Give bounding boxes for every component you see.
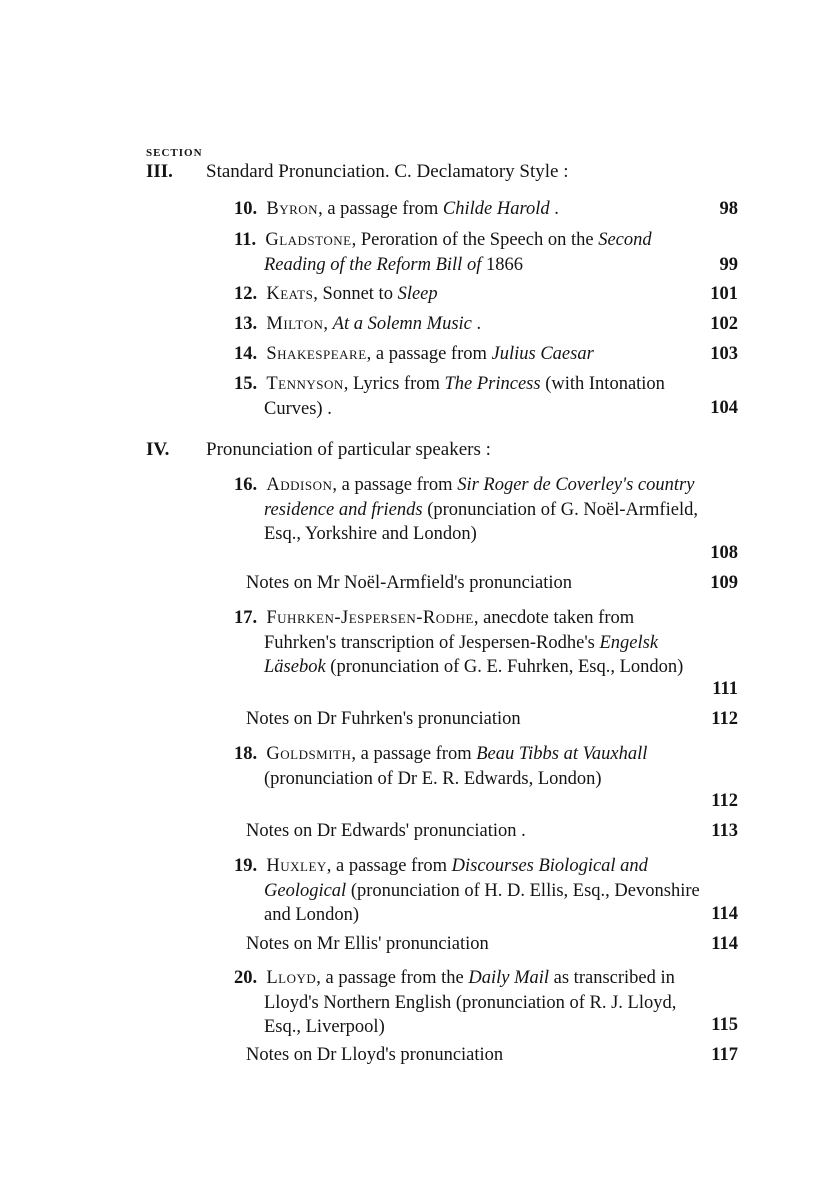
section-title: Pronunciation of particular speakers :: [206, 439, 491, 460]
entry-title: The Princess: [444, 374, 541, 394]
toc-entry-addison[interactable]: [234, 473, 700, 547]
entry-text: (pronunciation of G. Noël-Armfield, Esq., Yorkshire and London): [264, 499, 698, 544]
entry-number: 16.: [234, 475, 258, 495]
entry-text: , a passage from: [318, 199, 443, 219]
entry-number: 10.: [234, 199, 258, 219]
entry-author: Addison: [266, 475, 333, 495]
entry-text: , Sonnet to: [313, 284, 398, 304]
entry-author: Keats: [266, 284, 314, 304]
entry-author: Gladstone: [265, 230, 352, 250]
page-number: 111: [712, 679, 738, 699]
entry-text: , a passage from the: [316, 968, 469, 988]
entry-text: 1866: [481, 254, 523, 275]
toc-entry-lloyd[interactable]: [234, 966, 700, 1040]
toc-note-fuhrken[interactable]: [246, 707, 670, 732]
entry-text: , a passage from: [351, 744, 477, 764]
page-number: 115: [711, 1015, 738, 1035]
toc-entry-fuhrken[interactable]: [234, 606, 700, 680]
entry-title: Engelsk Läsebok: [264, 632, 659, 677]
page-number: 117: [711, 1045, 738, 1065]
toc-entry-milton[interactable]: [234, 312, 700, 337]
entry-title: Daily Mail: [468, 968, 550, 988]
entry-title: Beau Tibbs at Vauxhall: [476, 744, 648, 764]
toc-entry-huxley[interactable]: [234, 854, 700, 928]
page-number: 99: [719, 255, 738, 275]
entry-text: , a passage from: [366, 344, 492, 364]
toc-entry-shakespeare[interactable]: [234, 342, 700, 367]
entry-text: as transcribed in Lloyd's Northern English (pronunciation of R. J. Lloyd, Esq., Liverpool): [264, 968, 677, 1037]
entry-author: Huxley: [266, 856, 327, 876]
entry-number: 12.: [234, 284, 258, 304]
toc-note-edwards[interactable]: [246, 819, 670, 844]
page-number: 101: [710, 284, 738, 304]
entry-author: Fuhrken-Jespersen-Rodhe: [266, 608, 474, 628]
page-number: 108: [710, 543, 738, 563]
entry-text: (pronunciation of Dr E. R. Edwards, London): [264, 768, 602, 789]
entry-number: 11.: [234, 230, 257, 250]
entry-text: .: [471, 314, 482, 334]
page-number: 104: [710, 398, 738, 418]
entry-number: 14.: [234, 344, 258, 364]
page-number: 113: [711, 821, 738, 841]
page-number: 112: [711, 791, 738, 811]
entry-text: , a passage from: [326, 856, 452, 876]
entry-number: 20.: [234, 968, 258, 988]
page-number: 103: [710, 344, 738, 364]
entry-text: (pronunciation of H. D. Ellis, Esq., Devonshire and London): [264, 880, 700, 925]
section-column-label: SECTION: [146, 147, 203, 159]
toc-note-ellis[interactable]: [246, 932, 670, 957]
note-text: Notes on Dr Lloyd's pronunciation: [246, 1045, 504, 1065]
toc-note-noel-armfield[interactable]: [246, 571, 670, 596]
entry-text: , anecdote taken from Fuhrken's transcription of Jespersen-Rodhe's: [264, 608, 635, 653]
toc-entry-byron[interactable]: [234, 197, 700, 222]
entry-title: At a Solemn Music: [332, 314, 472, 334]
page-number: 114: [711, 904, 738, 924]
page-number: 109: [710, 573, 738, 593]
entry-text: (with Intonation Curves) .: [264, 374, 665, 419]
entry-author: Lloyd: [266, 968, 317, 988]
entry-text: , Lyrics from: [343, 374, 445, 394]
entry-title: Childe Harold: [442, 199, 550, 219]
note-text: Notes on Mr Noël-Armfield's pronunciation: [246, 573, 572, 593]
entry-text: ,: [323, 314, 333, 334]
page-number: 112: [711, 709, 738, 729]
note-text: Notes on Dr Edwards' pronunciation .: [246, 821, 526, 841]
entry-title: Sleep: [397, 284, 438, 304]
entry-number: 13.: [234, 314, 258, 334]
entry-number: 19.: [234, 856, 258, 876]
page-number: 98: [719, 199, 738, 219]
entry-text: , Peroration of the Speech on the: [351, 230, 599, 250]
entry-author: Milton: [266, 314, 324, 334]
section-title: Standard Pronunciation. C. Declamatory Style :: [206, 161, 569, 182]
entry-number: 18.: [234, 744, 258, 764]
entry-number: 17.: [234, 608, 258, 628]
toc-entry-tennyson[interactable]: [234, 372, 700, 421]
entry-author: Byron: [266, 199, 319, 219]
entry-title: Julius Caesar: [491, 344, 594, 364]
note-text: Notes on Mr Ellis' pronunciation: [246, 934, 489, 954]
entry-text: , a passage from: [332, 475, 458, 495]
toc-entry-keats[interactable]: [234, 282, 700, 307]
page-number: 102: [710, 314, 738, 334]
entry-text: (pronunciation of G. E. Fuhrken, Esq., London): [325, 657, 684, 677]
entry-author: Tennyson: [266, 374, 344, 394]
note-text: Notes on Dr Fuhrken's pronunciation: [246, 709, 521, 729]
entry-title: Second Reading of the Reform Bill of: [264, 230, 652, 275]
entry-title: Sir Roger de Coverley's country residence and friends: [264, 475, 695, 520]
entry-author: Goldsmith: [266, 744, 352, 764]
entry-number: 15.: [234, 374, 258, 394]
entry-text: .: [549, 199, 559, 219]
toc-entry-gladstone[interactable]: [234, 228, 700, 277]
entry-author: Shakespeare: [266, 344, 367, 364]
toc-entry-goldsmith[interactable]: [234, 742, 700, 791]
toc-note-lloyd[interactable]: [246, 1043, 670, 1068]
page-number: 114: [711, 934, 738, 954]
entry-title: Discourses Biological and Geological: [264, 856, 648, 901]
section-number: IV.: [146, 439, 170, 460]
section-number: III.: [146, 161, 173, 182]
